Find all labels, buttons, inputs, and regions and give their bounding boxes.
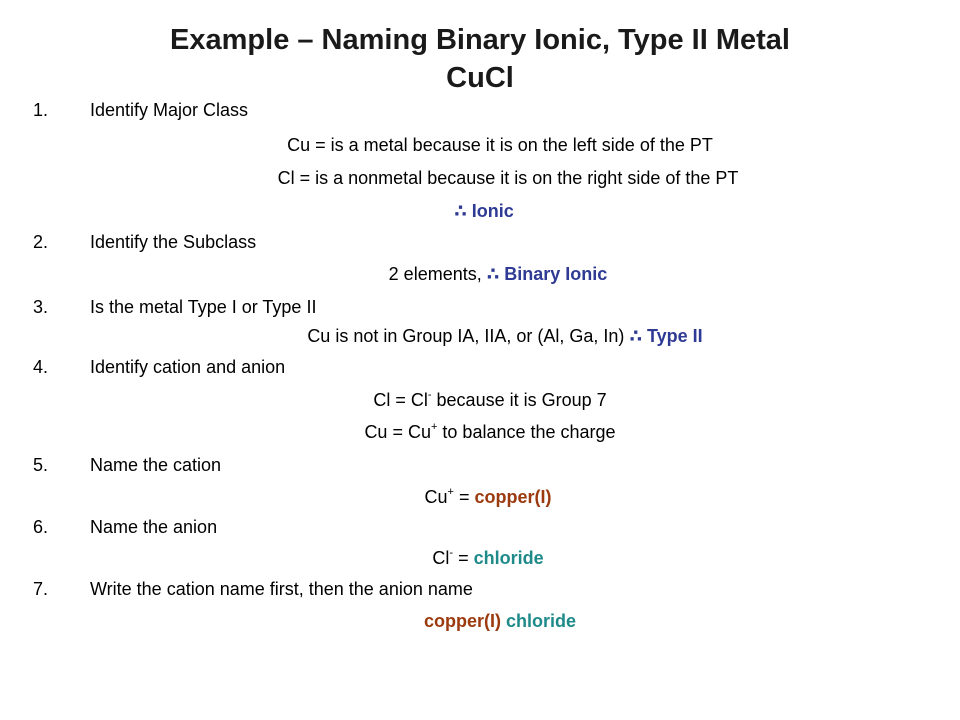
step-3-label: Is the metal Type I or Type II <box>90 297 317 317</box>
step-6-detail <box>0 547 960 569</box>
step-5-number: 5. <box>33 455 49 475</box>
step-2-prefix: 2 elements, <box>388 264 487 284</box>
step-6-label: Name the anion <box>90 517 218 537</box>
final-name <box>0 610 960 632</box>
cation-symbol: Cu <box>424 487 448 507</box>
step-1-cu-detail: Cu = is a metal because it is on the left side of the PT <box>287 135 713 155</box>
slide-title: Example – Naming Binary Ionic, Type II Metal <box>170 24 790 56</box>
step-5-label: Name the cation <box>90 455 222 475</box>
therefore-icon: ∴ <box>486 264 500 284</box>
step-5-detail <box>0 486 960 508</box>
step-3-prefix: Cu is not in Group IA, IIA, or (Al, Ga, In) <box>307 326 630 346</box>
step-4-cl-pre: Cl = Cl <box>373 390 428 410</box>
equals-sign: = <box>453 548 474 568</box>
step-2-detail <box>0 263 960 285</box>
anion-charge: - <box>427 389 432 401</box>
final-anion-name: chloride <box>506 611 577 631</box>
compound-formula: CuCl <box>446 62 514 94</box>
cation-charge: + <box>447 486 454 498</box>
step-7-number: 7. <box>33 579 49 599</box>
step-1-result: Ionic <box>471 201 514 221</box>
step-4-cu-post: to balance the charge <box>437 422 616 442</box>
step-3-result: Type II <box>646 326 703 346</box>
cation-charge: + <box>430 421 438 433</box>
step-1-number: 1. <box>33 100 49 120</box>
anion-name: chloride <box>473 548 544 568</box>
step-1-conclusion <box>0 200 960 222</box>
equals-sign: = <box>453 487 475 507</box>
step-2-result: Binary Ionic <box>504 264 608 284</box>
cation-name: copper(I) <box>474 487 552 507</box>
step-4-label: Identify cation and anion <box>90 357 286 377</box>
anion-charge: - <box>449 547 454 559</box>
step-3-number: 3. <box>33 297 49 317</box>
therefore-icon: ∴ <box>454 201 467 221</box>
step-2-number: 2. <box>33 232 49 252</box>
therefore-icon: ∴ <box>629 326 642 346</box>
step-1-label: Identify Major Class <box>90 100 249 120</box>
step-4-cl-detail <box>0 389 960 411</box>
step-4-cu-detail <box>0 421 960 443</box>
step-7-label: Write the cation name first, then the anion name <box>90 579 473 599</box>
step-6-number: 6. <box>33 517 49 537</box>
step-4-number: 4. <box>33 357 49 377</box>
step-4-cl-post: because it is Group 7 <box>431 390 607 410</box>
anion-symbol: Cl <box>432 548 450 568</box>
step-3-detail <box>0 325 960 347</box>
step-2-label: Identify the Subclass <box>90 232 257 252</box>
step-1-cl-detail: Cl = is a nonmetal because it is on the right side of the PT <box>277 168 739 188</box>
final-cation-name: copper(I) <box>423 611 501 631</box>
step-4-cu-pre: Cu = Cu <box>364 422 431 442</box>
